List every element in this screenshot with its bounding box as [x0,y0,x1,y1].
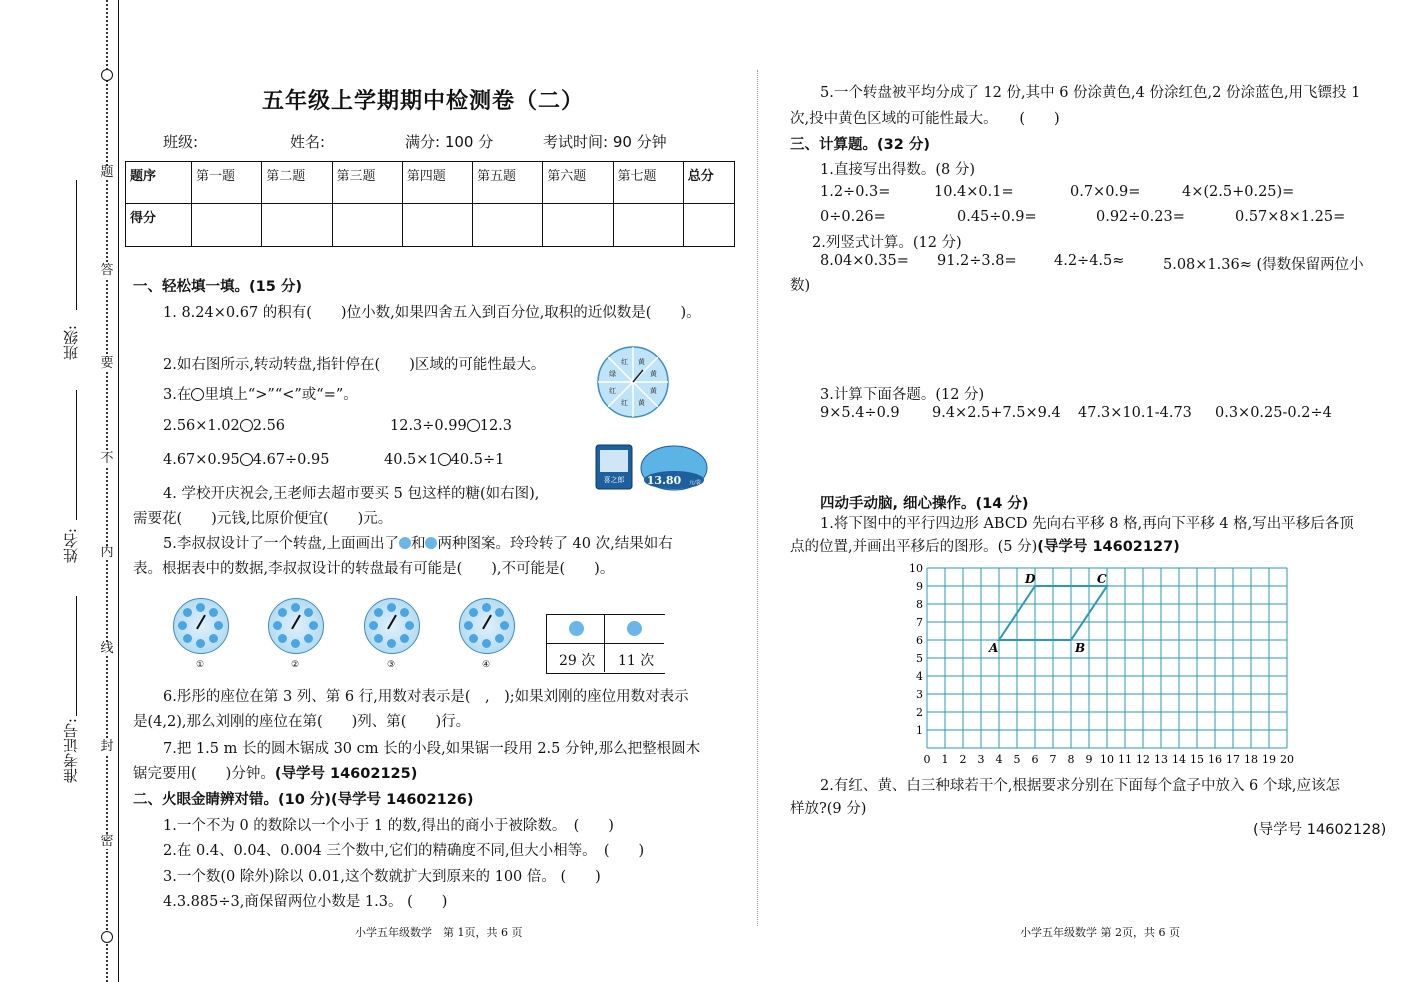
sec2-title: 二、火眼金睛辨对错。(10 分) [133,792,331,808]
q3-suffix: 里填上“>”“<”或“=”。 [204,387,358,403]
x-tick-label: 18 [1244,753,1258,766]
exam-no-label: 准考证号: [62,718,80,784]
face-icon [196,639,205,648]
score-table [125,161,735,247]
circle-blank-icon [191,388,204,401]
tf-item: 2.在 0.4、0.04、0.004 三个数中,它们的精确度不同,但大小相等。 ( ) [163,843,645,859]
q3-item-left: 2.56×1.02 [163,418,240,434]
calc-2-item: 8.04×0.35= [820,253,909,269]
x-tick-label: 11 [1118,753,1132,766]
face-icon [196,603,205,612]
q7-ref: (导学号 14602125) [274,766,418,782]
spinner-label: ② [291,660,300,670]
vertex-label: D [1025,572,1036,586]
q5-text-a: 5.李叔叔设计了一个转盘,上面画出了 [163,536,399,552]
face-icon [291,603,300,612]
smile-face-icon [569,621,584,636]
calc-2-item: 5.08×1.36≈ (得数保留两位小 [1163,257,1364,273]
page-divider [757,70,758,926]
question-4-line2: 需要花( )元钱,比原价便宜( )元。 [133,511,393,527]
score-cell[interactable] [683,204,734,247]
calc-1-title: 1.直接写出得数。(8 分) [820,162,975,178]
op-2-line2: 样放?(9 分) [790,801,867,817]
face-icon [273,621,282,630]
y-tick-label: 10 [909,562,923,575]
calc-1-item: 0.7×0.9= [1070,184,1141,200]
seal-circle-bottom [101,931,113,943]
section-1-title: 一、轻松填一填。(15 分) [133,279,302,295]
x-tick-label: 17 [1226,753,1240,766]
x-tick-label: 15 [1190,753,1204,766]
vertex-label: B [1075,641,1086,655]
q3-item-left: 4.67×0.95 [163,452,240,468]
sector-label: 红 [609,386,617,395]
x-tick-label: 4 [995,753,1003,766]
sector-label: 黄 [649,370,657,379]
full-score: 满分: 100 分 [405,133,494,151]
q3-item-left: 12.3÷0.99 [390,418,467,434]
compare-blank[interactable] [467,419,480,432]
calc-3-item: 47.3×10.1-4.73 [1078,405,1192,421]
y-tick-label: 4 [916,670,923,683]
q5-text-b: 和 [410,536,426,552]
calc-1-item: 10.4×0.1= [934,184,1014,200]
face-icon [309,621,318,630]
x-tick-label: 3 [977,753,985,766]
seal-char: 要 [100,356,114,371]
q3-item-right: 2.56 [252,418,286,434]
y-tick-label: 6 [916,634,923,647]
seal-solid-line [118,0,119,982]
face-icon [369,621,378,630]
seal-char: 封 [100,739,114,754]
question-6-line2: 是(4,2),那么刘刚的座位在第( )列、第( )行。 [133,714,471,730]
spinner-pointer [482,615,492,630]
page-footer-left: 小学五年级数学 第 1页，共 6 页 [355,926,523,939]
y-tick-label: 5 [916,652,923,665]
question-5-line1 [163,532,673,553]
op-2-line1: 2.有红、黄、白三种球若干个,根据要求分别在下面每个盒子中放入 6 个球,应该怎 [820,778,1340,794]
face-icon [400,608,409,617]
seal-char: 不 [100,451,114,466]
smile-face-icon [399,537,411,549]
x-tick-label: 10 [1100,753,1114,766]
score-header-cell: 第六题 [543,162,613,204]
class-line [76,180,77,310]
score-cell[interactable] [262,204,332,247]
score-cell[interactable] [613,204,683,247]
question-4-line1: 4. 学校开庆祝会,王老师去超市要买 5 包这样的糖(如右图), [163,486,540,502]
score-header-cell: 题序 [126,162,192,204]
calc-2-title: 2.列竖式计算。(12 分) [812,235,962,251]
face-icon [495,634,504,643]
calc-3-title: 3.计算下面各题。(12 分) [820,387,985,403]
q3-item-right: 4.67÷0.95 [252,452,330,468]
op-1-line2 [790,535,1180,556]
x-tick-label: 0 [923,753,931,766]
score-cell[interactable] [543,204,613,247]
calc-1-item: 0.57×8×1.25= [1235,209,1346,225]
q5-text-c: 两种图案。玲玲转了 40 次,结果如右 [437,536,673,552]
seal-char: 内 [100,545,114,560]
q3-item-left: 40.5×1 [384,452,438,468]
smile-count: 29 次 [559,653,596,669]
page-footer-right: 小学五年级数学 第 2页，共 6 页 [1020,926,1180,939]
y-tick-label: 1 [916,724,923,737]
op1-text: 点的位置,并画出平移后的图形。(5 分) [790,539,1038,555]
face-icon [278,634,287,643]
candy-brand: 喜之郎 [603,476,625,484]
x-tick-label: 6 [1031,753,1039,766]
seal-char: 线 [100,641,114,656]
score-header-cell: 第三题 [332,162,402,204]
face-icon [387,639,396,648]
face-spinner-4 [459,598,515,654]
face-icon [209,608,218,617]
face-icon [214,621,223,630]
tf-5-line1: 5.一个转盘被平均分成了 12 份,其中 6 份涂黄色,4 份涂红色,2 份涂蓝色,用飞镖投 1 [820,85,1361,101]
candy-price-figure [594,442,714,492]
score-header-cell: 第一题 [192,162,262,204]
face-icon [304,634,313,643]
sec2-ref: (导学号 14602126) [330,792,474,808]
face-icon [291,639,300,648]
x-tick-label: 9 [1085,753,1093,766]
face-icon [400,634,409,643]
y-tick-label: 9 [916,580,923,593]
compare-blank[interactable] [240,453,253,466]
calc-1-item: 4×(2.5+0.25)= [1182,184,1295,200]
calc-2-cont: 数) [790,278,811,294]
calc-2-item: 91.2÷3.8= [937,253,1017,269]
seal-char: 密 [100,834,114,849]
op-2-ref: (导学号 14602128) [1253,822,1387,838]
section-4-title: 四动手动脑, 细心操作。(14 分) [820,496,1029,512]
sector-label: 黄 [637,398,645,407]
calc-1-item: 0.92÷0.23= [1096,209,1185,225]
x-tick-label: 8 [1067,753,1075,766]
score-cell[interactable] [332,204,402,247]
x-tick-label: 19 [1262,753,1276,766]
score-row-label: 得分 [126,204,192,247]
exam-no-line [76,596,77,716]
calc-2-item: 4.2÷4.5≈ [1054,253,1125,269]
spinner-pointer [387,615,397,630]
op1-ref: (导学号 14602127) [1037,539,1180,555]
q3-item-right: 40.5÷1 [450,452,505,468]
face-spinner-2 [268,598,324,654]
question-7-line2 [133,762,417,783]
x-tick-label: 1 [941,753,949,766]
x-tick-label: 20 [1280,753,1294,766]
sad-face-icon [425,537,437,549]
vertex-label: A [989,641,999,655]
spinner-pointer [291,615,301,630]
tf-item: 1.一个不为 0 的数除以一个小于 1 的数,得出的商小于被除数。 ( ) [163,818,614,834]
tf-5-line2: 次,投中黄色区域的可能性最大。 ( ) [790,111,1060,127]
calc-1-item: 0.45÷0.9= [957,209,1037,225]
face-icon [500,621,509,630]
sad-count: 11 次 [618,653,655,669]
y-tick-label: 2 [916,706,923,719]
face-icon [405,621,414,630]
calc-3-item: 9.4×2.5+7.5×9.4 [932,405,1061,421]
q3-item [390,418,512,434]
question-5-line2: 表。根据表中的数据,李叔叔设计的转盘最有可能是( ),不可能是( )。 [133,561,615,577]
face-icon [482,639,491,648]
question-1: 1. 8.24×0.67 的积有( )位小数,如果四舍五入到百分位,取积的近似数是( )。 [163,305,701,321]
exam-time: 考试时间: 90 分钟 [543,133,667,151]
coordinate-grid [900,558,1300,770]
face-icon [469,634,478,643]
face-icon [278,608,287,617]
section-2-title [133,788,474,809]
face-icon [464,621,473,630]
y-tick-label: 3 [916,688,923,701]
face-icon [183,634,192,643]
class-label: 班级: [62,325,80,361]
calc-1-item: 0÷0.26= [820,209,886,225]
face-icon [469,608,478,617]
question-2: 2.如右图所示,转动转盘,指针停在( )区域的可能性最大。 [163,357,546,373]
x-tick-label: 12 [1136,753,1150,766]
vertex-label: C [1097,572,1107,586]
y-tick-label: 7 [916,616,923,629]
score-header-cell: 第二题 [262,162,332,204]
y-tick-label: 8 [916,598,923,611]
face-icon [482,603,491,612]
class-field-label: 班级: [163,133,199,151]
face-icon [374,634,383,643]
price-value: 13.80 [646,474,682,487]
name-field-label: 姓名: [290,133,326,151]
calc-3-item: 9×5.4÷0.9 [820,405,900,421]
name-label: 姓名: [62,528,80,564]
score-header-cell: 第七题 [613,162,683,204]
x-tick-label: 7 [1049,753,1057,766]
x-tick-label: 13 [1154,753,1168,766]
x-tick-label: 16 [1208,753,1222,766]
compare-blank[interactable] [438,453,451,466]
seal-circle-top [101,69,113,81]
spinner-pointer [196,615,206,630]
q2-spinner-figure [595,338,671,426]
face-icon [304,608,313,617]
q7-text: 锯完要用( )分钟。 [133,766,275,782]
result-table-row-line [546,643,664,644]
section-3-title: 三、计算题。(32 分) [790,137,930,153]
spinner-label: ③ [387,660,396,670]
face-spinner-3 [364,598,420,654]
spinner-label: ① [196,660,205,670]
face-icon [495,608,504,617]
sector-label: 黄 [649,386,657,395]
face-spinner-1 [173,598,229,654]
sector-label: 红 [621,398,629,407]
tf-item: 4.3.885÷3,商保留两位小数是 1.3。 ( ) [163,894,448,910]
sector-label: 黄 [637,358,645,367]
sector-label: 绿 [609,370,617,379]
q3-item [384,452,504,468]
price-unit: 元/袋 [689,480,701,486]
face-icon [387,603,396,612]
x-tick-label: 2 [959,753,967,766]
tf-item: 3.一个数(0 除外)除以 0.01,这个数就扩大到原来的 100 倍。 ( ) [163,869,601,885]
sad-face-icon [627,621,642,636]
score-header-cell: 第五题 [473,162,543,204]
question-7-line1: 7.把 1.5 m 长的圆木锯成 30 cm 长的小段,如果锯一段用 2.5 分钟,那么把整根圆木 [163,741,701,757]
face-icon [209,634,218,643]
score-header-cell: 第四题 [402,162,472,204]
calc-3-item: 0.3×0.25-0.2÷4 [1215,405,1332,421]
q3-item [163,418,285,434]
face-icon [374,608,383,617]
face-icon [183,608,192,617]
x-tick-label: 14 [1172,753,1186,766]
q3-prefix: 3.在 [163,387,192,403]
compare-blank[interactable] [240,419,253,432]
calc-1-item: 1.2÷0.3= [820,184,891,200]
seal-char: 答 [100,263,114,278]
sector-label: 红 [621,358,629,367]
face-icon [178,621,187,630]
x-tick-label: 5 [1013,753,1021,766]
score-header-cell: 总分 [683,162,734,204]
name-line [76,390,77,520]
question-3 [163,383,358,404]
seal-char: 题 [100,165,114,180]
op-1-line1: 1.将下图中的平行四边形 ABCD 先向右平移 8 格,再向下平移 4 格,写出平移后各顶 [820,516,1354,532]
question-6-line1: 6.彤彤的座位在第 3 列、第 6 行,用数对表示是( , );如果刘刚的座位用数对表示 [163,689,689,705]
page-title: 五年级上学期期中检测卷（二） [262,89,585,114]
score-cell[interactable] [192,204,262,247]
spinner-label: ④ [482,660,491,670]
score-cell[interactable] [473,204,543,247]
q3-item [163,452,329,468]
q3-item-right: 12.3 [479,418,513,434]
score-cell[interactable] [402,204,472,247]
